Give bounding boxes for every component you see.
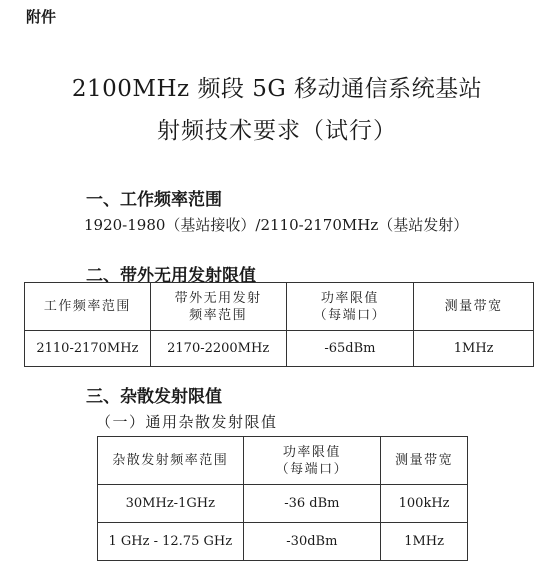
table-header-row (25, 283, 534, 331)
header-cell (286, 283, 414, 331)
table-row (98, 485, 468, 523)
table-row (98, 523, 468, 561)
header-line: 杂散发射频率范围 (112, 453, 229, 468)
table-cell: 2170-2200MHz (150, 331, 286, 367)
header-line: 带外无用发射 (174, 290, 262, 306)
header-line: 功率限值 (320, 290, 379, 306)
header-line: 频率范围 (189, 307, 248, 323)
table-cell: -30dBm (243, 523, 381, 561)
table-row (25, 331, 534, 367)
header-cell (381, 437, 468, 485)
header-cell (25, 283, 151, 331)
header-line: （每端口） (275, 461, 349, 477)
table-cell: 2110-2170MHz (25, 331, 151, 367)
header-line: 测量带宽 (444, 299, 503, 314)
header-line: 测量带宽 (395, 453, 454, 468)
table-cell: 1MHz (414, 331, 534, 367)
header-cell (243, 437, 381, 485)
document-title-line2: 射频技术要求（试行） (157, 118, 397, 144)
section3-heading: 三、杂散发射限值 (86, 387, 222, 407)
header-cell (98, 437, 244, 485)
table-cell: 30MHz-1GHz (98, 485, 244, 523)
section1-heading: 一、工作频率范围 (86, 190, 222, 210)
table-cell: 1MHz (381, 523, 468, 561)
table-cell: 1 GHz - 12.75 GHz (98, 523, 244, 561)
header-cell (414, 283, 534, 331)
attachment-label: 附件 (26, 8, 57, 26)
header-cell (150, 283, 286, 331)
section2-heading: 二、带外无用发射限值 (86, 266, 256, 286)
out-of-band-emission-table (24, 282, 534, 367)
table-cell: -36 dBm (243, 485, 381, 523)
table-cell: 100kHz (381, 485, 468, 523)
section3-subheading: （一）通用杂散发射限值 (96, 413, 278, 431)
table-header-row (98, 437, 468, 485)
document-title-line1: 2100MHz 频段 5G 移动通信系统基站 (71, 76, 483, 102)
header-line: 工作频率范围 (43, 299, 131, 314)
frequency-range-text: 1920-1980（基站接收）/2110-2170MHz（基站发射） (84, 216, 469, 234)
header-line: 功率限值 (282, 444, 341, 460)
table-cell: -65dBm (286, 331, 414, 367)
header-line: （每端口） (313, 307, 387, 323)
spurious-emission-table (97, 436, 468, 561)
